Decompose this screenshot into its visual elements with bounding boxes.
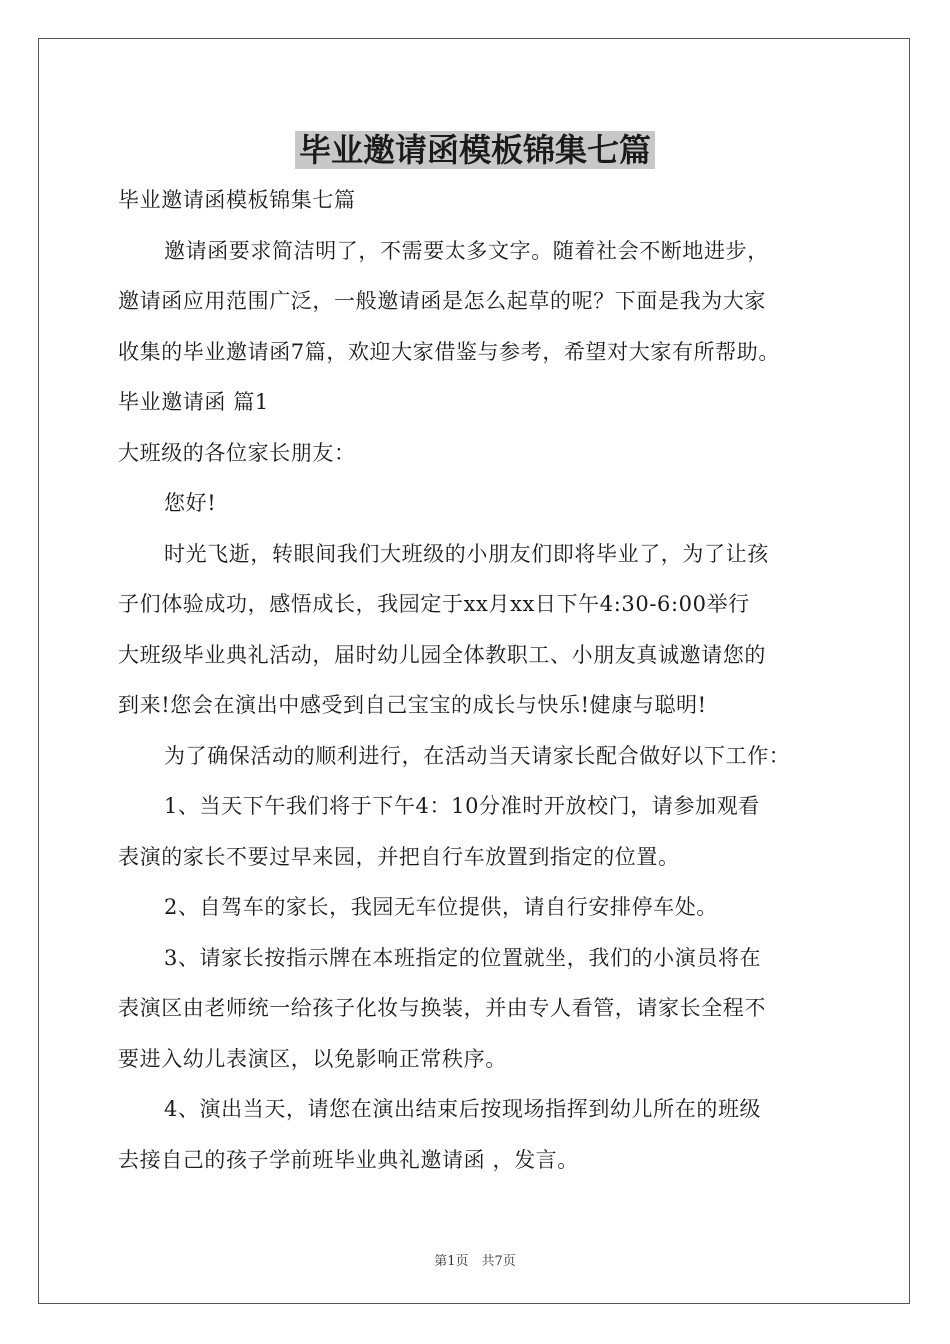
body-line: 去接自己的孩子学前班毕业典礼邀请函 ，发言。 (118, 1147, 579, 1172)
body-line: 时光飞逝，转眼间我们大班级的小朋友们即将毕业了，为了让孩 (164, 541, 769, 566)
document-body (118, 175, 838, 1185)
list-item: 2、自驾车的家长，我园无车位提供，请自行安排停车处。 (164, 895, 718, 919)
body-line: 大班级毕业典礼活动，届时幼儿园全体教职工、小朋友真诚邀请您的 (118, 642, 766, 667)
body-line: 表演区由老师统一给孩子化妆与换装，并由专人看管，请家长全程不 (118, 996, 766, 1020)
section-heading: 毕业邀请函 篇1 (118, 390, 269, 414)
body-line: 子们体验成功，感悟成长，我园定于xx月xx日下午4:30-6:00举行 (118, 592, 750, 616)
greeting: 您好! (164, 491, 217, 515)
body-line: 为了确保活动的顺利进行，在活动当天请家长配合做好以下工作： (164, 743, 791, 768)
document-title-text: 毕业邀请函模板锦集七篇 (295, 131, 655, 169)
body-line: 邀请函应用范围广泛，一般邀请函是怎么起草的呢？下面是我为大家 (118, 289, 766, 313)
salutation: 大班级的各位家长朋友： (118, 440, 356, 465)
body-line: 要进入幼儿表演区，以免影响正常秩序。 (118, 1046, 507, 1071)
body-line: 表演的家长不要过早来园，并把自行车放置到指定的位置。 (118, 844, 680, 869)
page-footer: 第1页 共7页 (434, 1254, 516, 1269)
body-line: 邀请函要求简洁明了，不需要太多文字。随着社会不断地进步， (164, 238, 769, 263)
body-line: 到来!您会在演出中感受到自己宝宝的成长与快乐!健康与聪明! (118, 693, 707, 717)
body-line: 收集的毕业邀请函7篇，欢迎大家借鉴与参考，希望对大家有所帮助。 (118, 339, 780, 364)
body-line: 毕业邀请函模板锦集七篇 (118, 188, 356, 212)
list-item: 1、当天下午我们将于下午4：10分准时开放校门，请参加观看 (164, 794, 760, 818)
document-title (0, 124, 950, 176)
list-item: 3、请家长按指示牌在本班指定的位置就坐，我们的小演员将在 (164, 945, 762, 970)
list-item: 4、演出当天，请您在演出结束后按现场指挥到幼儿所在的班级 (164, 1097, 762, 1121)
